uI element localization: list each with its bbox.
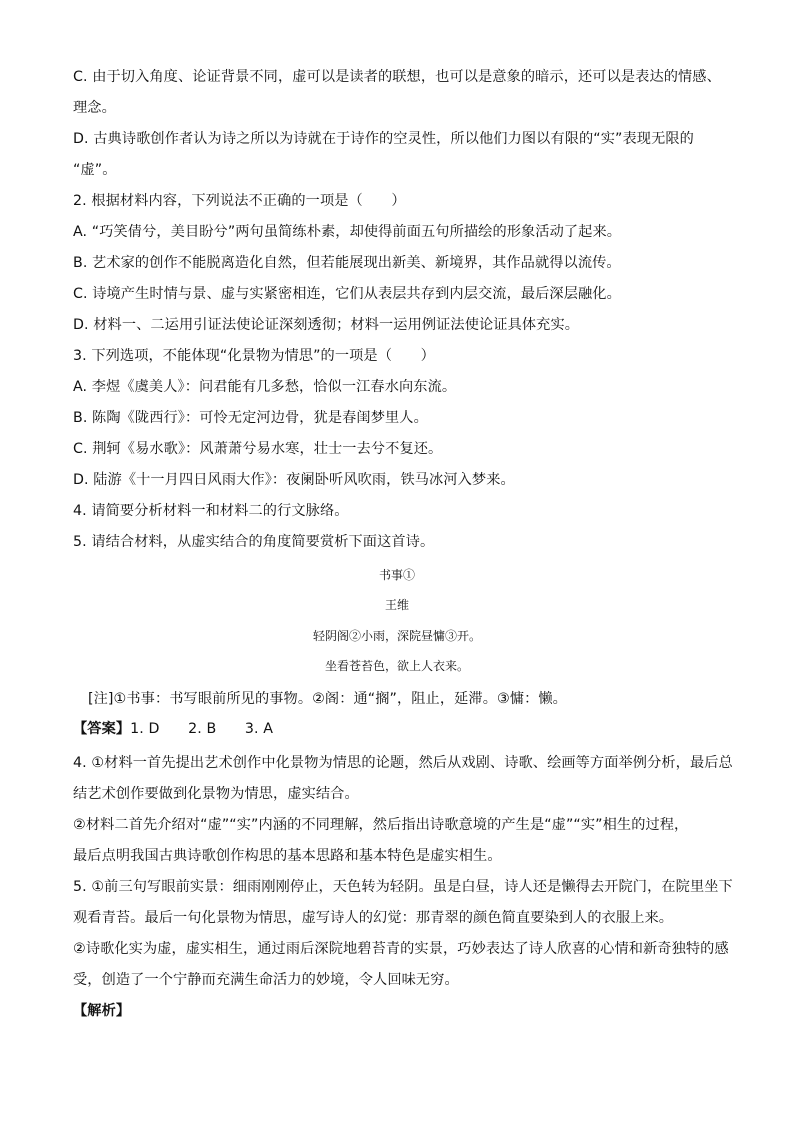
answer-5-line4: 受，创造了一个宁静而充满生命活力的妙境，令人回味无穷。 <box>73 972 459 988</box>
answer-4-line3: ②材料二首先介绍对“虚”“实”内涵的不同理解，然后指出诗歌意境的产生是“虚”“实”相生的过程， <box>73 817 689 833</box>
answer-5-line2: 观看青苔。最后一句化景物为情思，虚写诗人的幻觉：那青翠的颜色简直要染到人的衣服上来。 <box>73 910 674 926</box>
question-5: 5. 请结合材料，从虚实结合的角度简要赏析下面这首诗。 <box>73 534 435 550</box>
answer-4-line1: 4. ①材料一首先提出艺术创作中化景物为情思的论题，然后从戏剧、诗歌、绘画等方面举例分析，最后总 <box>73 755 733 771</box>
answer-line <box>73 719 273 739</box>
answer-tag: 【答案】 <box>73 721 131 737</box>
question-3-option-a: A. 李煜《虞美人》：问君能有几多愁，恰似一江春水向东流。 <box>73 379 457 395</box>
poem-line-2: 坐看苍苔色，欲上人衣来。 <box>324 659 469 673</box>
question-3: 3. 下列选项，不能体现“化景物为情思”的一项是（ ） <box>73 348 435 364</box>
question-2-option-b: B. 艺术家的创作不能脱离造化自然，但若能展现出新美、新境界，其作品就得以流传。 <box>73 255 621 271</box>
question-2-option-a: A. “巧笑倩兮，美目盼兮”两句虽简练朴素，却使得前面五句所描绘的形象活动了起来。 <box>73 224 622 240</box>
question-4: 4. 请简要分析材料一和材料二的行文脉络。 <box>73 503 349 519</box>
poem-title: 书事① <box>378 568 415 582</box>
answer-4-line4: 最后点明我国古典诗歌创作构思的基本思路和基本特色是虚实相生。 <box>73 848 502 864</box>
question-2-option-c: C. 诗境产生时情与景、虚与实紧密相连，它们从表层共存到内层交流，最后深层融化。 <box>73 286 621 302</box>
poem-line-1: 轻阴阁②小雨，深院昼慵③开。 <box>312 629 481 643</box>
question-2: 2. 根据材料内容，下列说法不正确的一项是（ ） <box>73 193 406 209</box>
answer-4-line2: 结艺术创作要做到化景物为情思，虚实结合。 <box>73 786 359 802</box>
option-c-line2: 理念。 <box>73 100 116 116</box>
option-d-line2: “虚”。 <box>73 162 117 178</box>
option-d-line1: D. 古典诗歌创作者认为诗之所以为诗就在于诗作的空灵性，所以他们力图以有限的“实”表现无限的 <box>73 131 694 147</box>
option-c-line1: C. 由于切入角度、论证背景不同，虚可以是读者的联想，也可以是意象的暗示，还可以是表达的情感、 <box>73 69 721 85</box>
question-2-option-d: D. 材料一、二运用引证法使论证深刻透彻；材料一运用例证法使论证具体充实。 <box>73 317 580 333</box>
question-3-option-c: C. 荆轲《易水歌》：风萧萧兮易水寒，壮士一去兮不复还。 <box>73 441 443 457</box>
poem-note: [注]①书事：书写眼前所见的事物。②阁：通“搁”，阻止，延滞。③慵：懒。 <box>88 691 567 707</box>
analysis-tag: 【解析】 <box>73 1003 131 1019</box>
answer-5-line1: 5. ①前三句写眼前实景：细雨刚刚停止，天色转为轻阴。虽是白昼，诗人还是懒得去开院门，在院里坐下 <box>73 879 733 895</box>
question-3-option-d: D. 陆游《十一月四日风雨大作》：夜阑卧听风吹雨，铁马冰河入梦来。 <box>73 472 515 488</box>
question-3-option-b: B. 陈陶《陇西行》：可怜无定河边骨，犹是春闺梦里人。 <box>73 410 428 426</box>
poem-author: 王维 <box>384 598 409 612</box>
answer-choices: 1. D 2. B 3. A <box>130 721 274 737</box>
answer-5-line3: ②诗歌化实为虚，虚实相生，通过雨后深院地碧苔青的实景，巧妙表达了诗人欣喜的心情和新奇独特的感 <box>73 941 729 957</box>
